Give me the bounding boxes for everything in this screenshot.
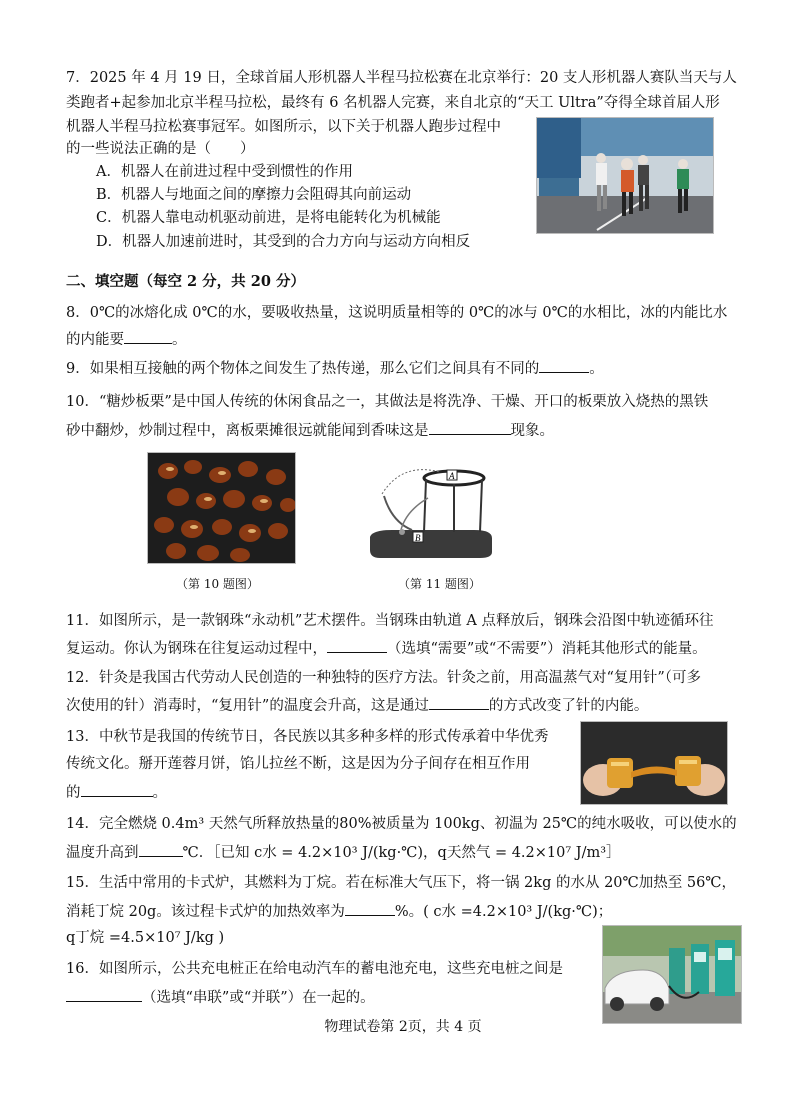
q15-line2-pre: 消耗丁烷 20g。该过程卡式炉的加热效率为 [66, 904, 345, 920]
charging-station-photo [602, 925, 742, 1024]
q7-line3: 机器人半程马拉松赛事冠军。如图所示，以下关于机器人跑步过程中 [66, 119, 501, 135]
mooncake-photo [580, 721, 728, 805]
q13-line3-post: 。 [152, 785, 167, 801]
q9-line [66, 358, 604, 379]
q10-line2-post: 现象。 [510, 423, 554, 439]
q11-answer-blank[interactable] [327, 638, 387, 653]
q12-line1: 12．针灸是我国古代劳动人民创造的一种独特的医疗方法。针灸之前，用高温蒸气对“复用针”（可多 [66, 670, 702, 686]
q12-line2 [66, 695, 648, 716]
q11-line2-pre: 复运动。你认为钢珠在往复运动过程中， [66, 641, 327, 657]
q11-line1: 11．如图所示，是一款钢珠“永动机”艺术摆件。当钢珠由轨道 A 点释放后，钢珠会沿图中轨迹循环往 [66, 613, 714, 629]
q12-line2-post: 的方式改变了针的内能。 [488, 698, 649, 714]
q16-line2 [66, 987, 375, 1008]
q13-line3-pre: 的 [66, 785, 81, 801]
q16-line1: 16．如图所示，公共充电桩正在给电动汽车的蓄电池充电，这些充电桩之间是 [66, 961, 563, 977]
q16-answer-blank[interactable] [66, 987, 142, 1002]
q15-line2 [66, 901, 612, 922]
page-footer: 物理试卷第 2页，共 4 页 [324, 1019, 482, 1035]
q7-option-a: A．机器人在前进过程中受到惯性的作用 [96, 164, 353, 180]
q15-line1: 15．生活中常用的卡式炉，其燃料为丁烷。若在标准大气压下，将一锅 2kg 的水从 20℃加热至 56℃， [66, 875, 737, 891]
section-title: 二、填空题（每空 2 分，共 20 分） [66, 273, 305, 290]
q8-line2 [66, 329, 187, 350]
chestnuts-photo [147, 452, 296, 564]
q10-line1: 10．“糖炒板栗”是中国人传统的休闲食品之一，其做法是将洗净、干燥、开口的板栗放入烧热的黑铁 [66, 394, 709, 410]
q12-line2-pre: 次使用的针）消毒时，“复用针”的温度会升高，这是通过 [66, 698, 429, 714]
q14-line2 [66, 842, 621, 863]
q11-line2-post: （选填“需要”或“不需要”）消耗其他形式的能量。 [387, 641, 707, 657]
q10-line2-pre: 砂中翻炒，炒制过程中，离板栗摊很远就能闻到香味这是 [66, 423, 429, 439]
q9-pre: 9．如果相互接触的两个物体之间发生了热传递，那么它们之间具有不同的 [66, 361, 540, 377]
q8-line2-pre: 的内能要 [66, 332, 124, 348]
q8-line1: 8．0℃的冰熔化成 0℃的水，要吸收热量，这说明质量相等的 0℃的冰与 0℃的水相比，冰的内能比水 [66, 305, 728, 321]
q15-line3: q丁烷 =4.5×10⁷ J/kg ) [66, 930, 225, 946]
q10-answer-blank[interactable] [429, 420, 511, 435]
q11-line2 [66, 638, 707, 659]
q9-post: 。 [589, 361, 604, 377]
q7-option-c: C．机器人靠电动机驱动前进，是将电能转化为机械能 [96, 210, 441, 226]
label-a: A [449, 471, 455, 481]
q14-line2-post: ℃．［已知 c水 = 4.2×10³ J/(kg·℃)，q天然气 = 4.2×10⁷ J/m³］ [182, 845, 621, 861]
q8-answer-blank[interactable] [124, 329, 172, 344]
q12-answer-blank[interactable] [429, 695, 489, 710]
q13-line1: 13．中秋节是我国的传统节日，各民族以其多种多样的形式传承着中华优秀 [66, 729, 549, 745]
q14-answer-blank[interactable] [139, 842, 183, 857]
q14-line1: 14．完全燃烧 0.4m³ 天然气所释放热量的80%被质量为 100kg、初温为 25℃的纯水吸收，可以使水的 [66, 816, 737, 832]
fig11-caption: （第 11 题图） [398, 577, 481, 591]
q15-answer-blank[interactable] [345, 901, 395, 916]
q7-line2: 类跑者+起参加北京半程马拉松，最终有 6 名机器人完赛，来自北京的“天工 Ultra”夺得全球首届人形 [66, 95, 720, 111]
q7-option-b: B．机器人与地面之间的摩擦力会阻碍其向前运动 [96, 187, 412, 203]
q13-line2: 传统文化。掰开莲蓉月饼，馅儿拉丝不断，这是因为分子间存在相互作用 [66, 756, 530, 772]
q9-answer-blank[interactable] [539, 358, 589, 373]
robot-marathon-photo [536, 117, 714, 234]
q14-line2-pre: 温度升高到 [66, 845, 139, 861]
q7-line4: 的一些说法正确的是（ ） [66, 141, 255, 157]
q7-option-d: D．机器人加速前进时，其受到的合力方向与运动方向相反 [96, 234, 471, 250]
q8-line2-post: 。 [172, 332, 187, 348]
label-b: B [415, 533, 421, 543]
q15-line2-post: %。( c水 =4.2×10³ J/(kg·℃)； [394, 904, 613, 920]
q16-line2-post: （选填“串联”或“并联”）在一起的。 [142, 990, 375, 1006]
q13-line3 [66, 782, 167, 803]
perpetual-motion-toy-figure [362, 452, 497, 562]
q13-answer-blank[interactable] [81, 782, 153, 797]
q10-line2 [66, 420, 554, 441]
q7-line1: 7．2025 年 4 月 19 日，全球首届人形机器人半程马拉松赛在北京举行：20 支人形机器人赛队当天与人 [66, 70, 737, 86]
fig10-caption: （第 10 题图） [176, 577, 259, 591]
